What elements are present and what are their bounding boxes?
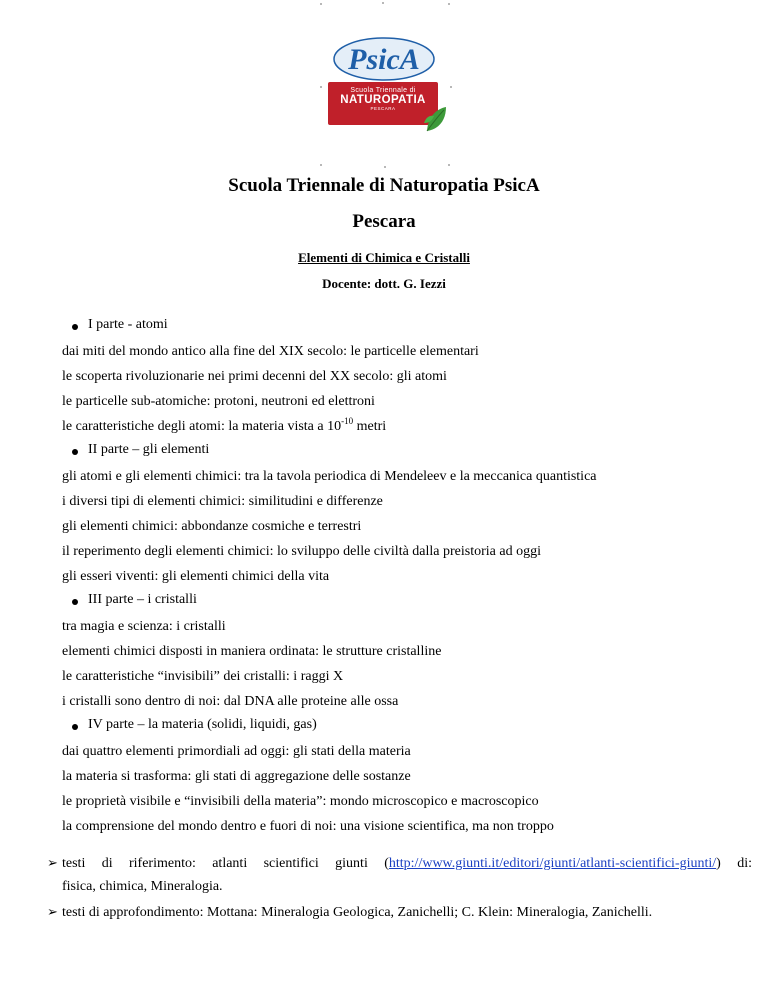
part2-item-1: gli atomi e gli elementi chimici: tra la tavola periodica di Mendeleev e la meccanica quantistica: [62, 469, 597, 484]
part3-item-4: i cristalli sono dentro di noi: dal DNA alle proteine alle ossa: [62, 694, 399, 709]
svg-text:PsicA: PsicA: [348, 43, 420, 76]
psica-wordmark: [332, 36, 436, 82]
reference-in-depth-texts: testi di approfondimento: Mottana: Mineralogia Geologica, Zanichelli; C. Klein: Mineralogia, Zanichelli.: [62, 905, 653, 920]
part1-item-4: [62, 416, 387, 435]
bullet-icon: [72, 599, 78, 605]
course-title: Elementi di Chimica e Cristalli: [298, 250, 470, 265]
part3-heading: III parte – i cristalli: [88, 592, 197, 607]
reference-suffix: ) di:: [716, 856, 752, 871]
logo-banner-line3: PESCARA: [370, 106, 396, 111]
document-city: Pescara: [352, 211, 416, 232]
part1-item-4-exponent: -10: [341, 416, 354, 426]
reference-main-texts: [62, 852, 752, 898]
bullet-icon: [72, 324, 78, 330]
part4-item-1: dai quattro elementi primordiali ad oggi: gli stati della materia: [62, 744, 411, 759]
part2-heading: II parte – gli elementi: [88, 442, 210, 457]
part1-heading: I parte - atomi: [88, 317, 168, 332]
reference-line-2: fisica, chimica, Mineralogia.: [62, 879, 223, 894]
part1-item-1: dai miti del mondo antico alla fine del XIX secolo: le particelle elementari: [62, 344, 479, 359]
part2-item-2: i diversi tipi di elementi chimici: similitudini e differenze: [62, 494, 383, 509]
teacher-name: Docente: dott. G. Iezzi: [322, 276, 446, 291]
reference-prefix: testi di riferimento: atlanti scientifici giunti (: [62, 856, 389, 871]
part3-item-2: elementi chimici disposti in maniera ordinata: le strutture cristalline: [62, 644, 442, 659]
part4-item-3: le proprietà visibile e “invisibili della materia”: mondo microscopico e macroscopico: [62, 794, 539, 809]
leaf-icon: [424, 105, 448, 133]
part2-item-5: gli esseri viventi: gli elementi chimici della vita: [62, 569, 330, 584]
logo-banner-line2: NATUROPATIA: [340, 94, 426, 106]
part3-item-3: le caratteristiche “invisibili” dei cristalli: i raggi X: [62, 669, 344, 684]
logo-banner-line1: Scuola Triennale di: [350, 87, 416, 94]
part1-item-4-suffix: metri: [353, 419, 387, 434]
part1-item-4-prefix: le caratteristiche degli atomi: la materia vista a 10: [62, 419, 342, 434]
part2-item-4: il reperimento degli elementi chimici: lo sviluppo delle civiltà dalla preistoria ad oggi: [62, 544, 541, 559]
reference-line-1: [62, 852, 752, 875]
reference-link[interactable]: http://www.giunti.it/editori/giunti/atlanti-scientifici-giunti/: [388, 856, 717, 871]
school-logo: [300, 0, 470, 170]
logo-banner: [328, 82, 438, 125]
part4-item-4: la comprensione del mondo dentro e fuori di noi: una visione scientifica, ma non troppo: [62, 819, 554, 834]
document-title: Scuola Triennale di Naturopatia PsicA: [228, 175, 540, 196]
arrow-bullet-icon: ➢: [47, 855, 58, 870]
part4-item-2: la materia si trasforma: gli stati di aggregazione delle sostanze: [62, 769, 411, 784]
part1-item-2: le scoperta rivoluzionarie nei primi decenni del XX secolo: gli atomi: [62, 369, 447, 384]
bullet-icon: [72, 449, 78, 455]
arrow-bullet-icon: ➢: [47, 904, 58, 919]
bullet-icon: [72, 724, 78, 730]
part2-item-3: gli elementi chimici: abbondanze cosmiche e terrestri: [62, 519, 362, 534]
part3-item-1: tra magia e scienza: i cristalli: [62, 619, 226, 634]
part1-item-3: le particelle sub-atomiche: protoni, neutroni ed elettroni: [62, 394, 375, 409]
part4-heading: IV parte – la materia (solidi, liquidi, gas): [88, 717, 317, 732]
